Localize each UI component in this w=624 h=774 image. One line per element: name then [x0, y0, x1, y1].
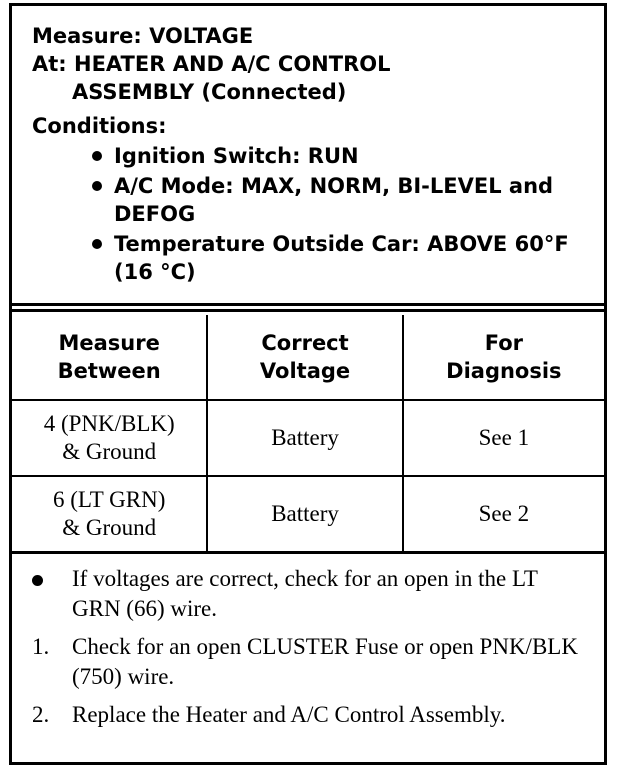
voltage-check-card: [9, 3, 607, 765]
table-row: [12, 400, 604, 476]
diagnosis-cell: See 2: [403, 476, 604, 552]
measure-between-cell: 6 (LT GRN) & Ground: [12, 476, 207, 552]
at-label: At: HEATER AND A/C CONTROL: [32, 52, 391, 76]
note-1: [32, 632, 590, 692]
note-number: 2.: [32, 702, 50, 727]
correct-voltage-cell: Battery: [207, 476, 402, 552]
measure-label: Measure: VOLTAGE: [32, 24, 254, 48]
measurement-table: [12, 315, 604, 553]
at-label-continued: ASSEMBLY (Connected): [72, 80, 347, 104]
note-text: Replace the Heater and A/C Control Assembly.: [72, 702, 506, 727]
correct-voltage-cell: Battery: [207, 400, 402, 476]
diagnosis-cell: See 1: [403, 400, 604, 476]
table-header-row: [12, 315, 604, 400]
measure-between-cell: 4 (PNK/BLK) & Ground: [12, 400, 207, 476]
note-2: [32, 700, 590, 730]
table-row: [12, 476, 604, 552]
diagnosis-notes: [12, 551, 604, 738]
note-number: 1.: [32, 634, 50, 659]
note-bullet: [32, 564, 590, 624]
condition-temperature: Temperature Outside Car: ABOVE 60°F (16 °C): [92, 230, 604, 286]
note-text: If voltages are correct, check for an open in the LT GRN (66) wire.: [72, 566, 538, 621]
condition-ac-mode: A/C Mode: MAX, NORM, BI-LEVEL and DEFOG: [92, 172, 604, 228]
column-header-for-diagnosis: For Diagnosis: [403, 315, 604, 400]
column-header-measure-between: Measure Between: [12, 315, 207, 400]
conditions-title: Conditions:: [32, 114, 167, 138]
column-header-correct-voltage: Correct Voltage: [207, 315, 402, 400]
conditions-list: [32, 142, 604, 286]
bullet-icon: [32, 564, 43, 594]
test-header: [12, 6, 604, 306]
section-divider: [12, 309, 604, 312]
note-text: Check for an open CLUSTER Fuse or open PNK/BLK (750) wire.: [72, 634, 578, 689]
condition-ignition: Ignition Switch: RUN: [92, 142, 604, 170]
